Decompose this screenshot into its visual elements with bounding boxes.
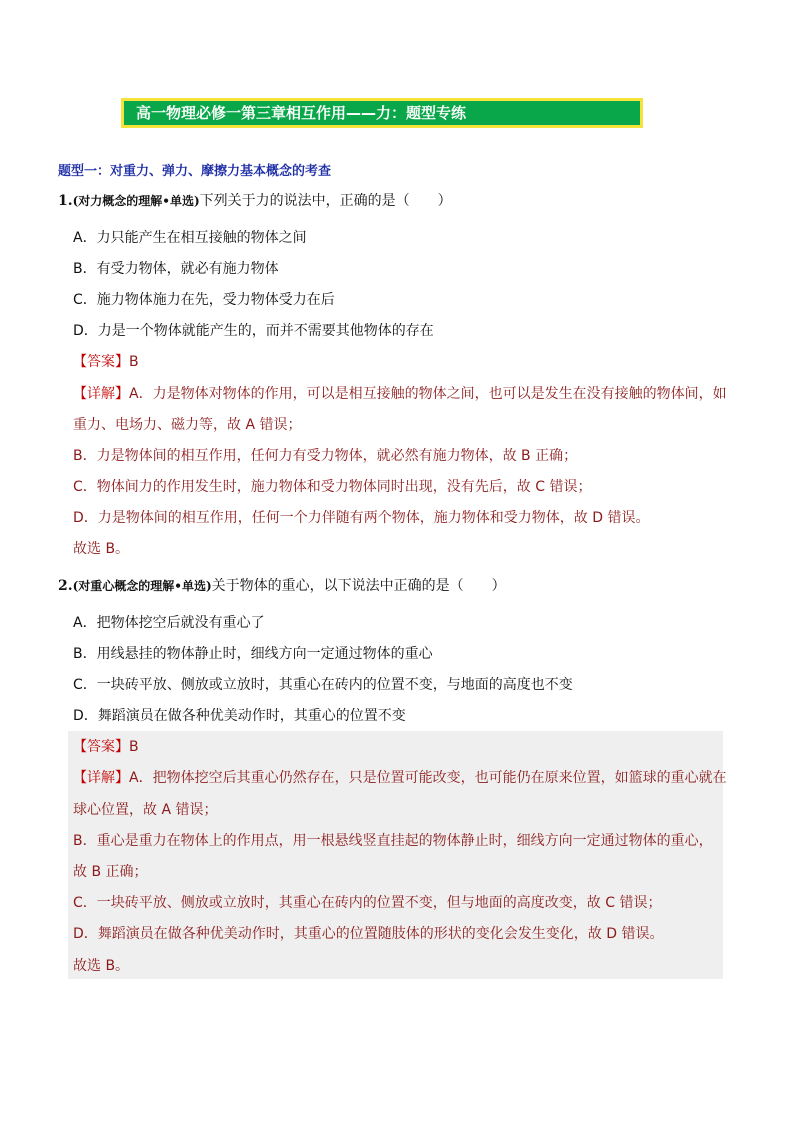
detail-label: 【详解】 xyxy=(73,770,129,786)
question-1-option-d: D．力是一个物体就能产生的，而并不需要其他物体的存在 xyxy=(73,323,434,339)
question-1-detail-line-4: C．物体间力的作用发生时，施力物体和受力物体同时出现，没有先后，故 C 错误； xyxy=(73,479,592,495)
question-number: 2. xyxy=(58,578,73,594)
detail-text: A．力是物体对物体的作用，可以是相互接触的物体之间，也可以是发生在没有接触的物体间，如 xyxy=(129,386,727,402)
question-2-detail-line-3: B．重心是重力在物体上的作用点，用一根悬线竖直挂起的物体静止时，细线方向一定通过物体的重心， xyxy=(73,833,713,849)
question-1-conclusion: 故选 B。 xyxy=(73,541,130,557)
question-1-option-a: A．力只能产生在相互接触的物体之间 xyxy=(73,230,307,246)
question-2-stem xyxy=(58,577,506,595)
question-2-detail-line-6: D．舞蹈演员在做各种优美动作时，其重心的位置随肢体的形状的变化会发生变化，故 D 错误。 xyxy=(73,926,664,942)
section-title: 题型一：对重力、弹力、摩擦力基本概念的考查 xyxy=(58,164,332,179)
document-title-banner xyxy=(121,98,643,128)
question-number: 1. xyxy=(58,193,73,209)
question-1-detail-line-5: D．力是物体间的相互作用，任何一个力伴随有两个物体，施力物体和受力物体，故 D 错误。 xyxy=(73,510,650,526)
answer-value: B xyxy=(129,354,139,370)
question-2-option-c: C．一块砖平放、侧放或立放时，其重心在砖内的位置不变，与地面的高度也不变 xyxy=(73,677,573,693)
detail-label: 【详解】 xyxy=(73,386,129,402)
question-2-option-a: A．把物体挖空后就没有重心了 xyxy=(73,615,265,631)
question-1-detail-line-2: 重力、电场力、磁力等，故 A 错误； xyxy=(73,417,302,433)
answer-label: 【答案】 xyxy=(73,739,129,755)
question-2-answer xyxy=(73,738,139,756)
question-2-detail-line-4: 故 B 正确； xyxy=(73,864,148,880)
question-1-answer xyxy=(73,353,139,371)
question-1-detail-line-3: B．力是物体间的相互作用，任何力有受力物体，就必然有施力物体，故 B 正确； xyxy=(73,448,578,464)
question-text: 关于物体的重心，以下说法中正确的是（ ） xyxy=(211,578,506,594)
question-2-conclusion: 故选 B。 xyxy=(73,958,130,974)
answer-label: 【答案】 xyxy=(73,354,129,370)
question-tag: (对重心概念的理解•单选) xyxy=(72,579,212,593)
question-text: 下列关于力的说法中，正确的是（ ） xyxy=(199,193,452,209)
question-2-option-d: D．舞蹈演员在做各种优美动作时，其重心的位置不变 xyxy=(73,708,406,724)
question-2-detail-line-1 xyxy=(73,769,727,787)
detail-text: A．把物体挖空后其重心仍然存在，只是位置可能改变，也可能仍在原来位置，如篮球的重心就在 xyxy=(129,770,727,786)
question-tag: (对力概念的理解•单选) xyxy=(72,194,200,208)
question-2-detail-line-2: 球心位置，故 A 错误； xyxy=(73,802,218,818)
question-2-option-b: B．用线悬挂的物体静止时，细线方向一定通过物体的重心 xyxy=(73,646,433,662)
question-1-detail-line-1 xyxy=(73,385,727,403)
question-2-detail-line-5: C．一块砖平放、侧放或立放时，其重心在砖内的位置不变，但与地面的高度改变，故 C 错误； xyxy=(73,895,662,911)
question-1-option-b: B．有受力物体，就必有施力物体 xyxy=(73,261,279,277)
answer-value: B xyxy=(129,739,139,755)
question-1-option-c: C．施力物体施力在先，受力物体受力在后 xyxy=(73,292,335,308)
question-1-stem xyxy=(58,192,452,210)
document-title: 高一物理必修一第三章相互作用——力：题型专练 xyxy=(136,104,467,122)
